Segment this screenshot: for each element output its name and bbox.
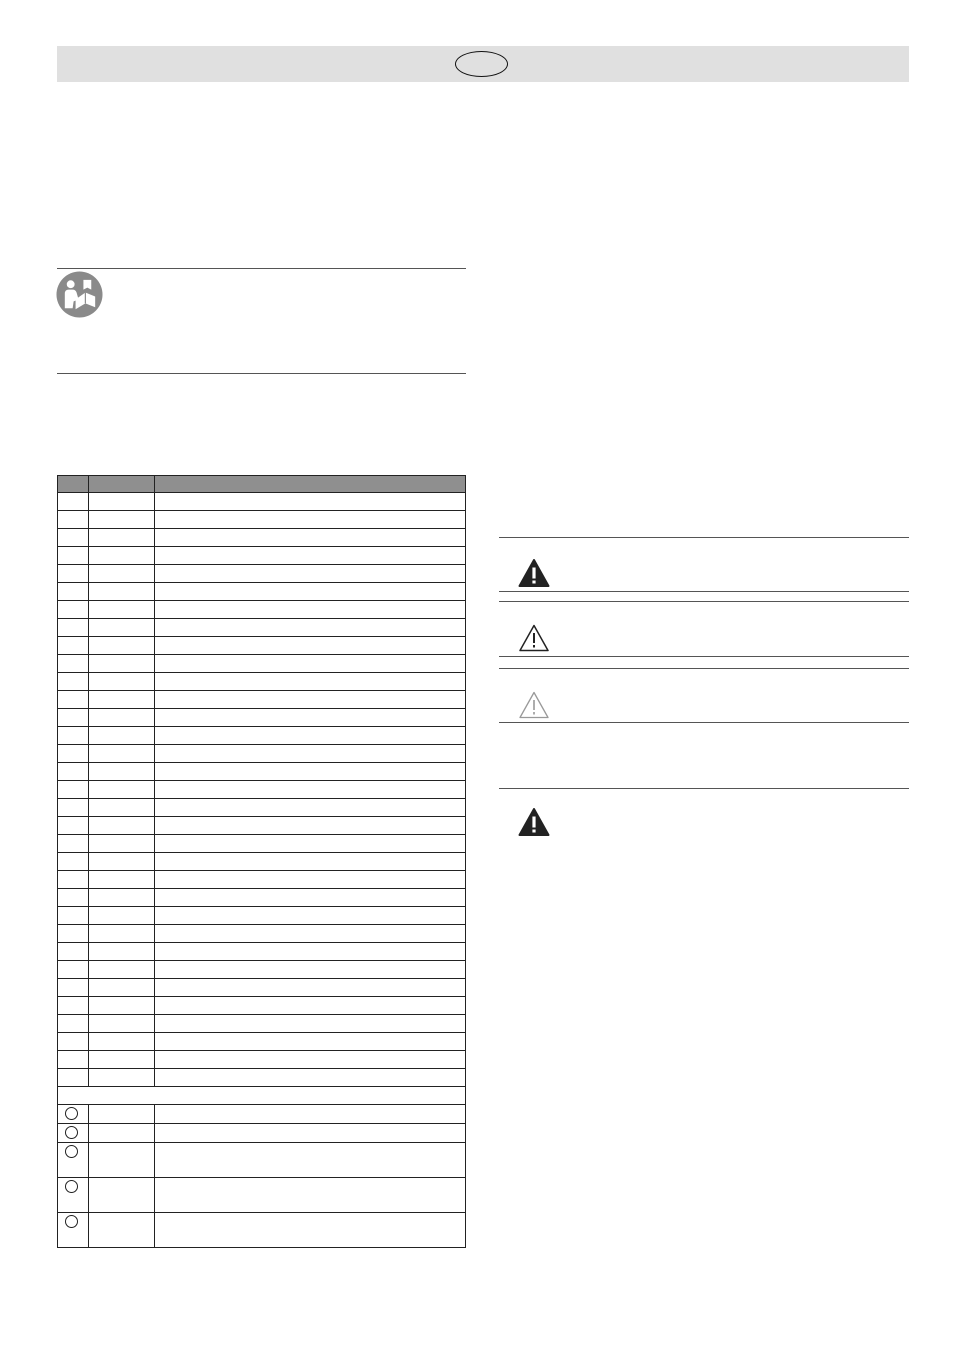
cell-code xyxy=(89,511,155,529)
cell-description xyxy=(155,547,466,565)
cell-code xyxy=(89,1015,155,1033)
cell-code xyxy=(89,871,155,889)
cell-code xyxy=(89,1105,155,1124)
column-header-code xyxy=(89,476,155,493)
cell-code xyxy=(89,1213,155,1248)
cell-code xyxy=(89,799,155,817)
table-row xyxy=(58,871,466,889)
cell-code xyxy=(89,907,155,925)
table-row xyxy=(58,745,466,763)
numbered-rows xyxy=(58,493,466,1087)
cell-description xyxy=(155,1178,466,1213)
table-row xyxy=(58,511,466,529)
cell-description xyxy=(155,709,466,727)
section-row-group xyxy=(58,1087,466,1105)
notice-bottom-rule xyxy=(57,373,466,374)
table-row xyxy=(58,817,466,835)
cell-code xyxy=(89,1033,155,1051)
parts-table xyxy=(57,475,466,1248)
cell-code xyxy=(89,889,155,907)
cell-code xyxy=(89,763,155,781)
cell-number xyxy=(58,745,89,763)
cell-description xyxy=(155,529,466,547)
accessory-row xyxy=(58,1124,466,1143)
table-row xyxy=(58,997,466,1015)
warning-filled-icon xyxy=(518,807,550,837)
circle-marker-icon xyxy=(65,1126,78,1139)
cell-description xyxy=(155,1124,466,1143)
table-row xyxy=(58,1033,466,1051)
cell-description xyxy=(155,799,466,817)
cell-description xyxy=(155,889,466,907)
circle-marker-icon xyxy=(65,1107,78,1120)
cell-code xyxy=(89,727,155,745)
table-row xyxy=(58,583,466,601)
cell-code xyxy=(89,709,155,727)
table-row xyxy=(58,1069,466,1087)
cell-code xyxy=(89,835,155,853)
cell-marker xyxy=(58,1124,89,1143)
table-row xyxy=(58,853,466,871)
cell-code xyxy=(89,853,155,871)
cell-code xyxy=(89,1051,155,1069)
cell-marker xyxy=(58,1178,89,1213)
cell-number xyxy=(58,583,89,601)
table-row xyxy=(58,565,466,583)
cell-code xyxy=(89,691,155,709)
cell-code xyxy=(89,1178,155,1213)
cell-description xyxy=(155,1033,466,1051)
cell-description xyxy=(155,835,466,853)
cell-description xyxy=(155,619,466,637)
cell-code xyxy=(89,1143,155,1178)
cell-code xyxy=(89,925,155,943)
table-row xyxy=(58,943,466,961)
accessory-row xyxy=(58,1143,466,1178)
table-row xyxy=(58,1015,466,1033)
column-header-number xyxy=(58,476,89,493)
warning-filled-icon xyxy=(518,558,550,588)
cell-code xyxy=(89,943,155,961)
table-row xyxy=(58,691,466,709)
cell-number xyxy=(58,979,89,997)
cell-code xyxy=(89,1124,155,1143)
table-row xyxy=(58,529,466,547)
cell-description xyxy=(155,1015,466,1033)
table-row xyxy=(58,799,466,817)
accessory-rows xyxy=(58,1105,466,1248)
cell-marker xyxy=(58,1105,89,1124)
cell-code xyxy=(89,637,155,655)
cell-number xyxy=(58,907,89,925)
language-badge xyxy=(455,51,508,77)
cell-number xyxy=(58,763,89,781)
cell-code xyxy=(89,655,155,673)
warning-rule xyxy=(499,668,909,669)
table-row xyxy=(58,1051,466,1069)
cell-description xyxy=(155,691,466,709)
cell-description xyxy=(155,1213,466,1248)
table-row xyxy=(58,979,466,997)
cell-description xyxy=(155,1051,466,1069)
cell-description xyxy=(155,817,466,835)
circle-marker-icon xyxy=(65,1215,78,1228)
cell-description xyxy=(155,673,466,691)
cell-description xyxy=(155,961,466,979)
cell-description xyxy=(155,781,466,799)
table-row xyxy=(58,835,466,853)
table-row xyxy=(58,673,466,691)
cell-number xyxy=(58,997,89,1015)
cell-number xyxy=(58,871,89,889)
warning-outline-icon xyxy=(518,623,550,653)
section-label xyxy=(58,1087,466,1105)
cell-description xyxy=(155,1069,466,1087)
table-row xyxy=(58,961,466,979)
cell-number xyxy=(58,601,89,619)
cell-description xyxy=(155,979,466,997)
cell-code xyxy=(89,997,155,1015)
cell-description xyxy=(155,1105,466,1124)
cell-description xyxy=(155,565,466,583)
cell-number xyxy=(58,511,89,529)
warning-rule xyxy=(499,601,909,602)
cell-description xyxy=(155,601,466,619)
cell-number xyxy=(58,1033,89,1051)
cell-code xyxy=(89,493,155,511)
warning-rule xyxy=(499,788,909,789)
cell-description xyxy=(155,853,466,871)
cell-number xyxy=(58,673,89,691)
cell-code xyxy=(89,817,155,835)
cell-number xyxy=(58,565,89,583)
cell-number xyxy=(58,1069,89,1087)
accessory-row xyxy=(58,1213,466,1248)
accessory-row xyxy=(58,1178,466,1213)
cell-description xyxy=(155,907,466,925)
cell-number xyxy=(58,853,89,871)
accessory-row xyxy=(58,1105,466,1124)
notice-top-rule xyxy=(57,268,466,269)
warning-light-icon xyxy=(518,690,550,720)
cell-number xyxy=(58,529,89,547)
cell-code xyxy=(89,565,155,583)
cell-description xyxy=(155,943,466,961)
table-row xyxy=(58,493,466,511)
cell-description xyxy=(155,763,466,781)
cell-code xyxy=(89,547,155,565)
cell-marker xyxy=(58,1213,89,1248)
cell-code xyxy=(89,781,155,799)
table-row xyxy=(58,763,466,781)
cell-number xyxy=(58,691,89,709)
table-row xyxy=(58,727,466,745)
cell-description xyxy=(155,745,466,763)
read-manual-icon xyxy=(56,271,103,318)
circle-marker-icon xyxy=(65,1180,78,1193)
cell-description xyxy=(155,583,466,601)
cell-code xyxy=(89,961,155,979)
table-row xyxy=(58,907,466,925)
cell-description xyxy=(155,997,466,1015)
cell-number xyxy=(58,709,89,727)
cell-description xyxy=(155,727,466,745)
cell-number xyxy=(58,493,89,511)
warning-rule xyxy=(499,722,909,723)
cell-code xyxy=(89,583,155,601)
table-row xyxy=(58,655,466,673)
cell-number xyxy=(58,727,89,745)
cell-code xyxy=(89,979,155,997)
cell-number xyxy=(58,943,89,961)
column-header-description xyxy=(155,476,466,493)
cell-code xyxy=(89,745,155,763)
warning-rule xyxy=(499,656,909,657)
cell-code xyxy=(89,601,155,619)
table-row xyxy=(58,781,466,799)
cell-description xyxy=(155,511,466,529)
table-row xyxy=(58,925,466,943)
cell-code xyxy=(89,619,155,637)
cell-number xyxy=(58,655,89,673)
cell-number xyxy=(58,1051,89,1069)
table-row xyxy=(58,709,466,727)
cell-number xyxy=(58,547,89,565)
cell-number xyxy=(58,637,89,655)
table-row xyxy=(58,889,466,907)
cell-number xyxy=(58,961,89,979)
cell-description xyxy=(155,655,466,673)
cell-number xyxy=(58,619,89,637)
cell-description xyxy=(155,925,466,943)
cell-description xyxy=(155,493,466,511)
warning-rule xyxy=(499,591,909,592)
cell-description xyxy=(155,1143,466,1178)
cell-description xyxy=(155,871,466,889)
circle-marker-icon xyxy=(65,1145,78,1158)
cell-marker xyxy=(58,1143,89,1178)
cell-code xyxy=(89,529,155,547)
table-header-row xyxy=(58,476,466,493)
cell-code xyxy=(89,1069,155,1087)
table-row xyxy=(58,547,466,565)
warning-rule xyxy=(499,537,909,538)
cell-number xyxy=(58,889,89,907)
section-row xyxy=(58,1087,466,1105)
cell-number xyxy=(58,835,89,853)
table-row xyxy=(58,619,466,637)
cell-code xyxy=(89,673,155,691)
table-row xyxy=(58,601,466,619)
cell-number xyxy=(58,1015,89,1033)
cell-number xyxy=(58,781,89,799)
cell-description xyxy=(155,637,466,655)
cell-number xyxy=(58,817,89,835)
cell-number xyxy=(58,925,89,943)
table-row xyxy=(58,637,466,655)
cell-number xyxy=(58,799,89,817)
